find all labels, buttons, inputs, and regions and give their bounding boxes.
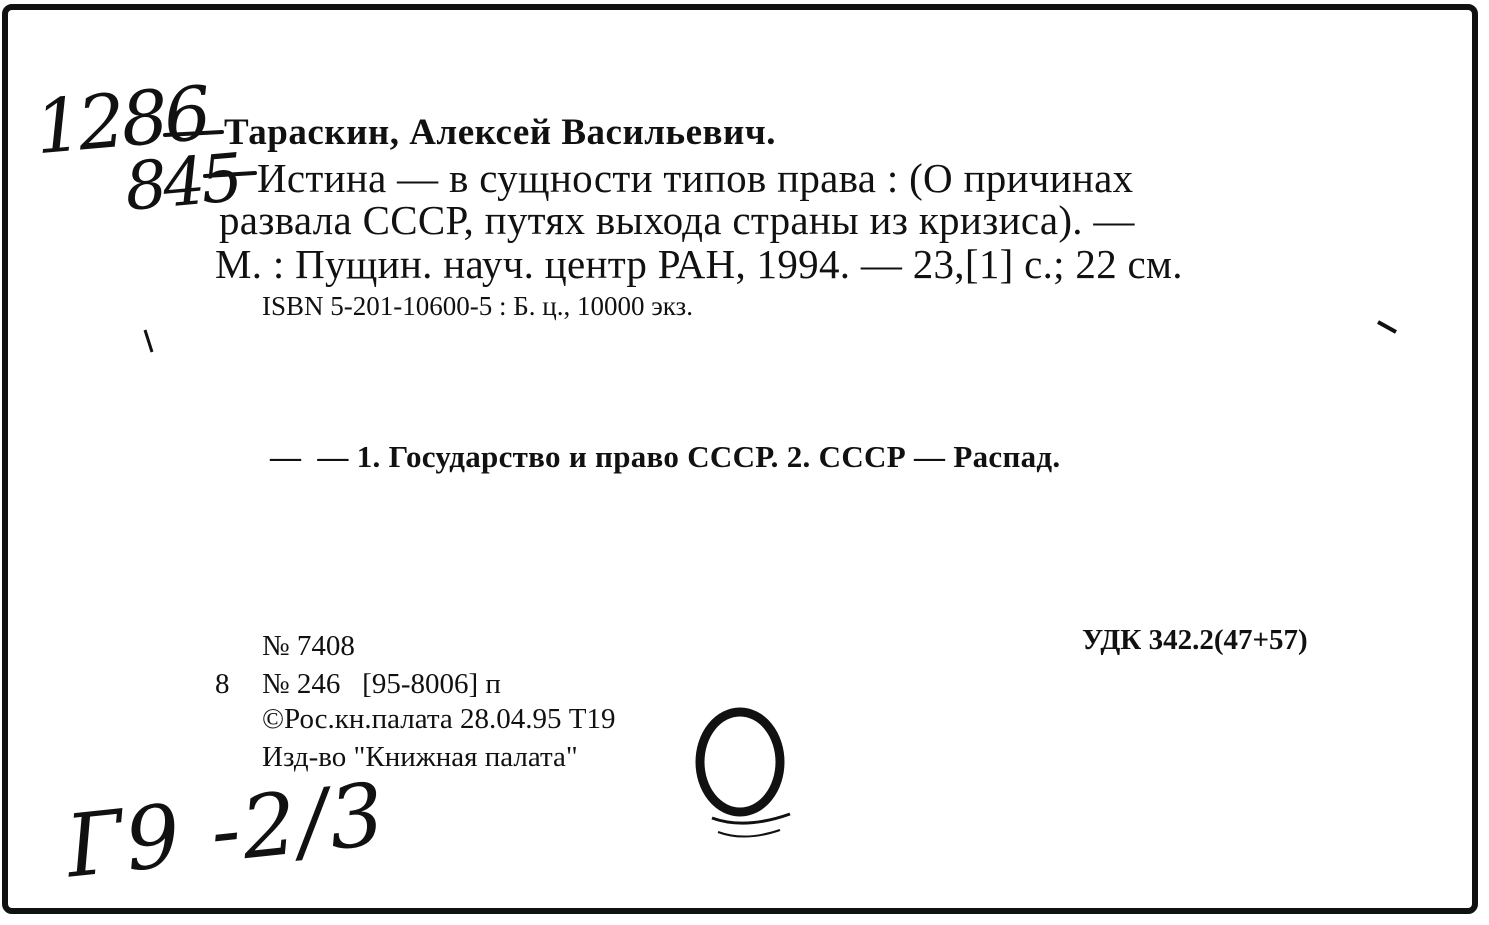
handwritten-dash-top <box>165 132 222 135</box>
subject-headings: — — 1. Государство и право СССР. 2. СССР — Распад. <box>270 439 1061 474</box>
handwritten-shelf-note: Г9 -2/3 <box>61 764 391 898</box>
publisher-line: Изд-во "Книжная палата" <box>262 741 578 773</box>
handwritten-dash-middle <box>205 173 255 176</box>
oval-stamp <box>700 712 780 812</box>
udk-classification: УДК 342.2(47+57) <box>1082 624 1308 656</box>
registration-number: № 246 [95-8006] п <box>262 668 501 700</box>
title-line-2: развала СССР, путях выхода страны из кризиса). — <box>219 197 1135 243</box>
stray-mark-right <box>1378 322 1396 332</box>
card-number: № 7408 <box>262 630 355 662</box>
copyright-line: ©Рос.кн.палата 28.04.95 Т19 <box>262 703 616 735</box>
stamp-underline-2 <box>718 830 780 837</box>
stray-mark-left <box>145 330 152 352</box>
handwritten-number-middle: 845 <box>121 139 243 226</box>
handwritten-number-top: 1286 <box>31 70 211 172</box>
title-line-1: Истина — в сущности типов права : (О причинах <box>257 155 1134 201</box>
author-heading: Тараскин, Алексей Васильевич. <box>224 112 776 153</box>
stamp-underline <box>712 814 790 823</box>
number-prefix: 8 <box>215 668 230 700</box>
imprint-line: М. : Пущин. науч. центр РАН, 1994. — 23,[1] с.; 22 см. <box>215 241 1183 287</box>
isbn-line: ISBN 5-201-10600-5 : Б. ц., 10000 экз. <box>262 291 693 321</box>
